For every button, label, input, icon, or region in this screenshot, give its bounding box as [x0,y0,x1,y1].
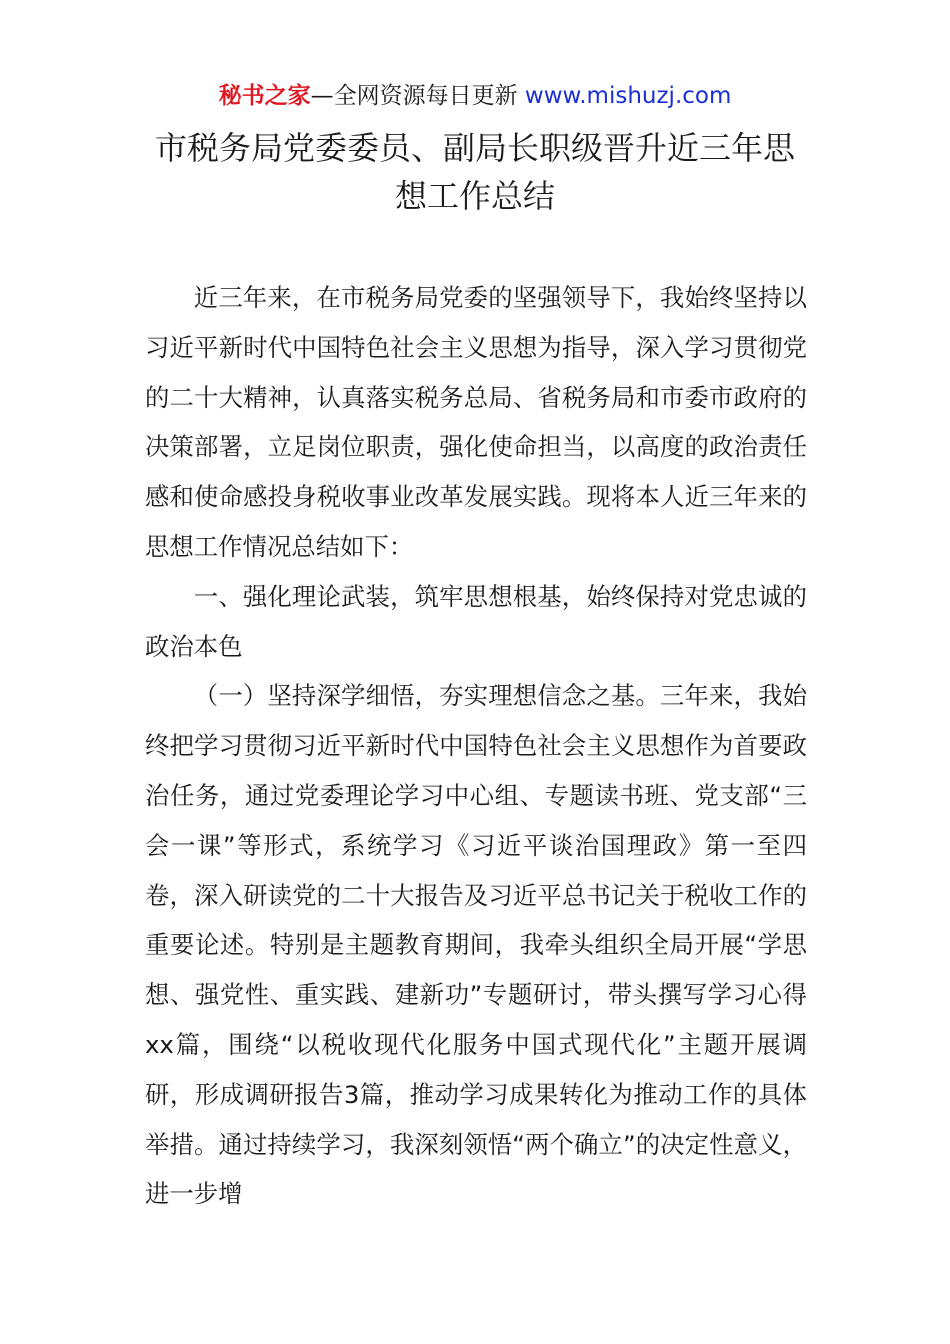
document-body [145,273,807,1219]
brand-name: 秘书之家 [218,83,311,109]
site-tagline: —全网资源每日更新 [310,83,518,109]
subsection-paragraph-1: （一）坚持深学细悟，夯实理想信念之基。三年来，我始终把学习贯彻习近平新时代中国特色社会主义思想作为首要政治任务，通过党委理论学习中心组、专题读书班、党支部“三会一课”等形式，系统学习《习近平谈治国理政》第一至四卷，深入研读党的二十大报告及习近平总书记关于税收工作的重要论述。特别是主题教育期间，我牵头组织全局开展“学思想、强党性、重实践、建新功”专题研讨，带头撰写学习心得xx篇，围绕“以税收现代化服务中国式现代化”主题开展调研，形成调研报告3篇，推动学习成果转化为推动工作的具体举措。通过持续学习，我深刻领悟“两个确立”的决定性意义，进一步增 [145,681,807,1209]
document-title: 市税务局党委委员、副局长职级晋升近三年思想工作总结 [154,129,795,215]
site-header [0,80,950,112]
site-url-link[interactable]: www.mishuzj.com [524,83,732,109]
section-heading-1: 一、强化理论武装，筑牢思想根基，始终保持对党忠诚的政治本色 [145,581,807,661]
intro-paragraph: 近三年来，在市税务局党委的坚强领导下，我始终坚持以习近平新时代中国特色社会主义思想为指导，深入学习贯彻党的二十大精神，认真落实税务总局、省税务局和市委市政府的决策部署，立足岗位职责，强化使命担当，以高度的政治责任感和使命感投身税收事业改革发展实践。现将本人近三年来的思想工作情况总结如下： [145,283,807,561]
